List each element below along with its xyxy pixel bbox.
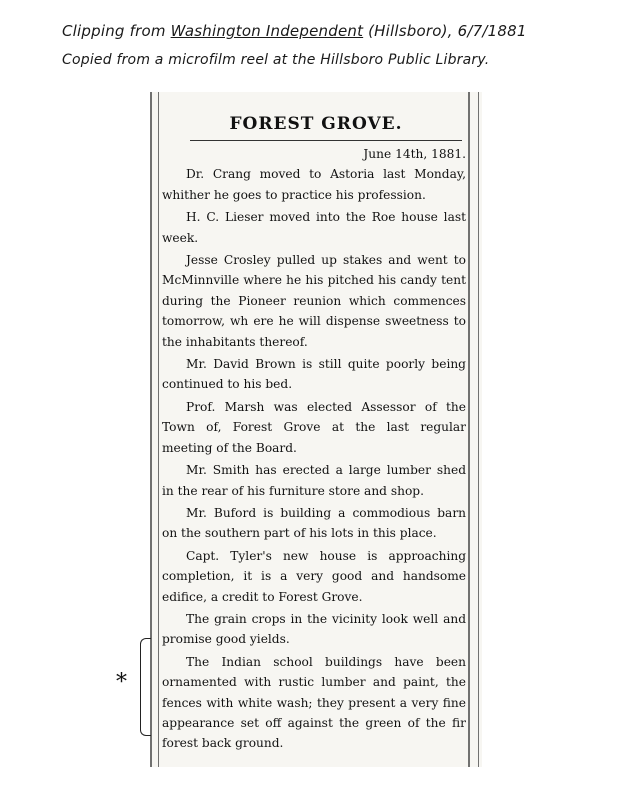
- article-paragraph: The grain crops in the vicinity look well and promise good yields.: [162, 611, 466, 647]
- article-body: [162, 144, 466, 756]
- handwritten-source-note: [62, 22, 527, 40]
- note-suffix: (Hillsboro), 6/7/1881: [363, 22, 527, 40]
- microfilm-edge-right: [468, 92, 470, 767]
- article-headline: FOREST GROVE.: [229, 114, 403, 134]
- note-prefix: Clipping from: [62, 22, 171, 40]
- article-paragraph: Prof. Marsh was elected Assessor of the Town of, Forest Grove at the last regular meeting of the Board.: [162, 399, 466, 455]
- article-paragraph: Mr. Buford is building a commodious barn on the southern part of his lots in this place.: [162, 505, 466, 541]
- article-paragraph: Mr. Smith has erected a large lumber shed in the rear of his furniture store and shop.: [162, 463, 466, 498]
- newspaper-clipping: [150, 92, 482, 767]
- handwritten-library-note: Copied from a microfilm reel at the Hillsboro Public Library.: [62, 52, 490, 68]
- article-paragraph: H. C. Lieser moved into the Roe house last week.: [162, 210, 466, 245]
- article-paragraph: Dr. Crang moved to Astoria last Monday, whither he goes to practice his profession.: [162, 167, 466, 202]
- article-paragraph: Capt. Tyler's new house is approaching completion, it is a very good and handsome edifice, a credit to Forest Grove.: [162, 548, 466, 604]
- article-dateline: June 14th, 1881.: [363, 147, 466, 161]
- article-paragraph: The Indian school buildings have been ornamented with rustic lumber and paint, the fences with white wash; they present a very fine appearance set off against the green of the fir forest back ground.: [162, 654, 466, 751]
- article-paragraph: Mr. David Brown is still quite poorly being continued to his bed.: [162, 357, 466, 392]
- margin-bracket: [140, 638, 151, 736]
- margin-asterisk: *: [116, 670, 127, 695]
- microfilm-edge-left-inner: [158, 92, 159, 767]
- headline-rule: [190, 140, 462, 141]
- microfilm-edge-right-outer: [478, 92, 479, 767]
- newspaper-name: Washington Independent: [170, 22, 364, 40]
- article-paragraph: Jesse Crosley pulled up stakes and went to McMinnville where he his pitched his candy tent during the Pioneer reunion which commences tomorrow, wh ere he will dispense sweetness to the inhabitants thereof.: [162, 253, 466, 349]
